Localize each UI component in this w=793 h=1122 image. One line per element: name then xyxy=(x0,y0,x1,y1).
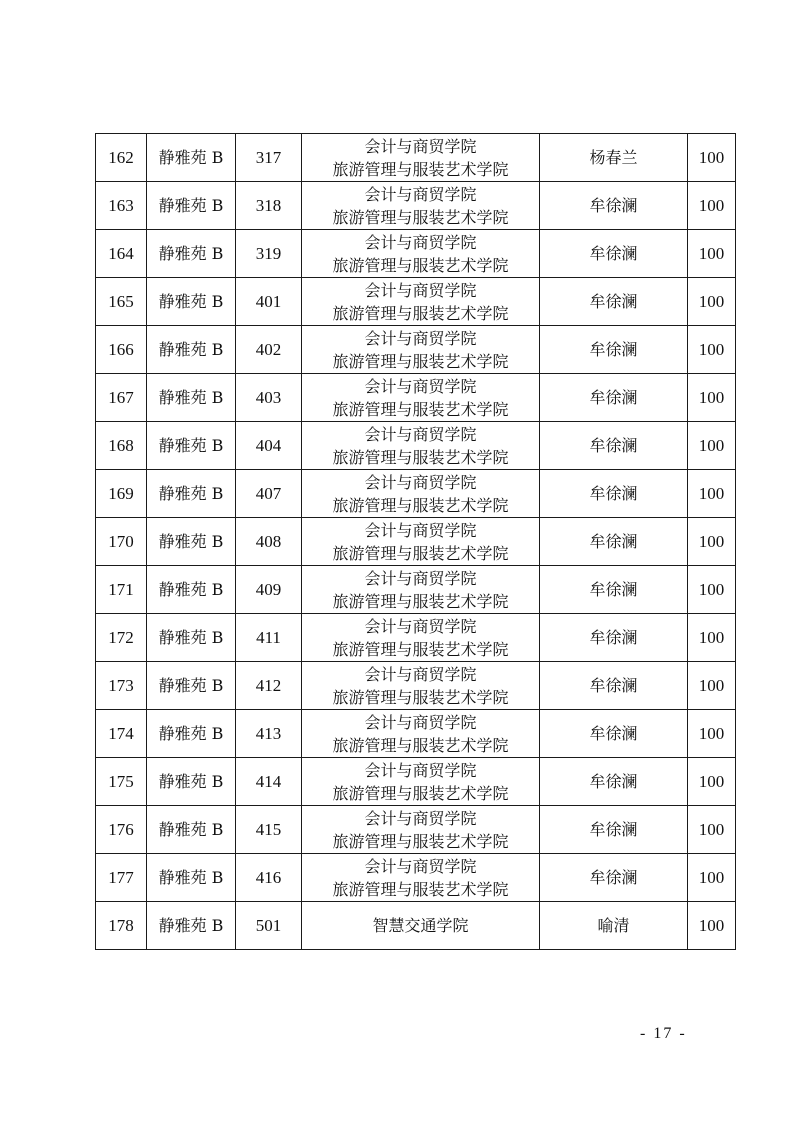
cell-college xyxy=(302,230,540,278)
college-name: 会计与商贸学院 xyxy=(364,568,477,588)
cell-building: 静雅苑 B xyxy=(147,134,236,182)
college-name: 旅游管理与服装艺术学院 xyxy=(332,687,509,707)
table-row xyxy=(96,806,736,854)
cell-person: 牟徐澜 xyxy=(540,614,688,662)
college-name: 旅游管理与服装艺术学院 xyxy=(332,207,509,227)
cell-number: 163 xyxy=(96,182,147,230)
cell-score: 100 xyxy=(688,662,736,710)
college-name: 会计与商贸学院 xyxy=(364,280,477,300)
college-name: 会计与商贸学院 xyxy=(364,328,477,348)
table-row xyxy=(96,134,736,182)
table-row xyxy=(96,854,736,902)
cell-college xyxy=(302,710,540,758)
cell-score: 100 xyxy=(688,182,736,230)
college-name: 旅游管理与服装艺术学院 xyxy=(332,159,509,179)
cell-building: 静雅苑 B xyxy=(147,518,236,566)
college-name: 智慧交通学院 xyxy=(372,916,469,935)
college-name: 会计与商贸学院 xyxy=(364,376,477,396)
cell-number: 165 xyxy=(96,278,147,326)
college-name: 会计与商贸学院 xyxy=(364,472,477,492)
cell-number: 169 xyxy=(96,470,147,518)
cell-room: 412 xyxy=(236,662,302,710)
cell-score: 100 xyxy=(688,758,736,806)
cell-building: 静雅苑 B xyxy=(147,230,236,278)
college-name: 旅游管理与服装艺术学院 xyxy=(332,639,509,659)
cell-number: 176 xyxy=(96,806,147,854)
cell-college xyxy=(302,758,540,806)
cell-number: 174 xyxy=(96,710,147,758)
cell-person: 牟徐澜 xyxy=(540,470,688,518)
cell-person: 牟徐澜 xyxy=(540,806,688,854)
cell-college xyxy=(302,278,540,326)
cell-number: 172 xyxy=(96,614,147,662)
cell-building: 静雅苑 B xyxy=(147,470,236,518)
table-row xyxy=(96,710,736,758)
table-body xyxy=(96,134,736,950)
cell-building: 静雅苑 B xyxy=(147,182,236,230)
college-name: 会计与商贸学院 xyxy=(364,520,477,540)
table-row xyxy=(96,470,736,518)
cell-person: 牟徐澜 xyxy=(540,326,688,374)
table-row xyxy=(96,518,736,566)
cell-person: 牟徐澜 xyxy=(540,518,688,566)
college-name: 旅游管理与服装艺术学院 xyxy=(332,399,509,419)
college-name: 旅游管理与服装艺术学院 xyxy=(332,591,509,611)
cell-number: 171 xyxy=(96,566,147,614)
cell-person: 杨春兰 xyxy=(540,134,688,182)
cell-score: 100 xyxy=(688,854,736,902)
cell-room: 416 xyxy=(236,854,302,902)
cell-building: 静雅苑 B xyxy=(147,710,236,758)
college-name: 旅游管理与服装艺术学院 xyxy=(332,735,509,755)
cell-number: 168 xyxy=(96,422,147,470)
cell-person: 牟徐澜 xyxy=(540,758,688,806)
cell-room: 408 xyxy=(236,518,302,566)
cell-building: 静雅苑 B xyxy=(147,758,236,806)
cell-person: 牟徐澜 xyxy=(540,230,688,278)
cell-room: 409 xyxy=(236,566,302,614)
cell-college xyxy=(302,662,540,710)
college-name: 旅游管理与服装艺术学院 xyxy=(332,351,509,371)
cell-score: 100 xyxy=(688,518,736,566)
cell-building: 静雅苑 B xyxy=(147,374,236,422)
cell-person: 牟徐澜 xyxy=(540,422,688,470)
cell-room: 415 xyxy=(236,806,302,854)
dormitory-inspection-table xyxy=(95,133,736,950)
cell-person: 喻清 xyxy=(540,902,688,950)
table-row xyxy=(96,230,736,278)
cell-number: 170 xyxy=(96,518,147,566)
cell-score: 100 xyxy=(688,806,736,854)
cell-number: 162 xyxy=(96,134,147,182)
cell-building: 静雅苑 B xyxy=(147,902,236,950)
college-name: 旅游管理与服装艺术学院 xyxy=(332,879,509,899)
cell-score: 100 xyxy=(688,710,736,758)
cell-room: 411 xyxy=(236,614,302,662)
cell-person: 牟徐澜 xyxy=(540,662,688,710)
cell-college xyxy=(302,854,540,902)
cell-score: 100 xyxy=(688,566,736,614)
college-name: 会计与商贸学院 xyxy=(364,760,477,780)
cell-college xyxy=(302,614,540,662)
cell-score: 100 xyxy=(688,134,736,182)
cell-room: 404 xyxy=(236,422,302,470)
table-row xyxy=(96,902,736,950)
cell-building: 静雅苑 B xyxy=(147,422,236,470)
college-name: 旅游管理与服装艺术学院 xyxy=(332,783,509,803)
table-row xyxy=(96,422,736,470)
cell-score: 100 xyxy=(688,470,736,518)
cell-room: 319 xyxy=(236,230,302,278)
cell-college xyxy=(302,902,540,950)
cell-room: 317 xyxy=(236,134,302,182)
cell-room: 403 xyxy=(236,374,302,422)
cell-building: 静雅苑 B xyxy=(147,566,236,614)
cell-score: 100 xyxy=(688,614,736,662)
cell-person: 牟徐澜 xyxy=(540,854,688,902)
cell-score: 100 xyxy=(688,230,736,278)
table-row xyxy=(96,662,736,710)
table-row xyxy=(96,614,736,662)
cell-college xyxy=(302,470,540,518)
cell-college xyxy=(302,518,540,566)
college-name: 会计与商贸学院 xyxy=(364,856,477,876)
college-name: 会计与商贸学院 xyxy=(364,664,477,684)
cell-number: 167 xyxy=(96,374,147,422)
cell-number: 166 xyxy=(96,326,147,374)
cell-building: 静雅苑 B xyxy=(147,614,236,662)
table-row xyxy=(96,182,736,230)
cell-number: 175 xyxy=(96,758,147,806)
page-number: - 17 - xyxy=(640,1025,687,1042)
cell-room: 501 xyxy=(236,902,302,950)
cell-college xyxy=(302,374,540,422)
cell-room: 407 xyxy=(236,470,302,518)
college-name: 旅游管理与服装艺术学院 xyxy=(332,447,509,467)
cell-college xyxy=(302,326,540,374)
college-name: 会计与商贸学院 xyxy=(364,616,477,636)
cell-room: 413 xyxy=(236,710,302,758)
college-name: 会计与商贸学院 xyxy=(364,424,477,444)
cell-college xyxy=(302,566,540,614)
cell-room: 414 xyxy=(236,758,302,806)
cell-number: 178 xyxy=(96,902,147,950)
table-row xyxy=(96,326,736,374)
cell-score: 100 xyxy=(688,374,736,422)
college-name: 旅游管理与服装艺术学院 xyxy=(332,303,509,323)
table-row xyxy=(96,374,736,422)
cell-score: 100 xyxy=(688,902,736,950)
cell-score: 100 xyxy=(688,422,736,470)
cell-room: 318 xyxy=(236,182,302,230)
table-row xyxy=(96,278,736,326)
table-row xyxy=(96,758,736,806)
cell-person: 牟徐澜 xyxy=(540,566,688,614)
cell-college xyxy=(302,182,540,230)
college-name: 会计与商贸学院 xyxy=(364,808,477,828)
cell-number: 164 xyxy=(96,230,147,278)
cell-person: 牟徐澜 xyxy=(540,278,688,326)
cell-room: 402 xyxy=(236,326,302,374)
cell-person: 牟徐澜 xyxy=(540,182,688,230)
table-row xyxy=(96,566,736,614)
college-name: 旅游管理与服装艺术学院 xyxy=(332,495,509,515)
cell-building: 静雅苑 B xyxy=(147,326,236,374)
cell-person: 牟徐澜 xyxy=(540,374,688,422)
college-name: 会计与商贸学院 xyxy=(364,136,477,156)
cell-college xyxy=(302,134,540,182)
cell-number: 177 xyxy=(96,854,147,902)
college-name: 旅游管理与服装艺术学院 xyxy=(332,831,509,851)
cell-college xyxy=(302,422,540,470)
cell-college xyxy=(302,806,540,854)
cell-score: 100 xyxy=(688,326,736,374)
cell-room: 401 xyxy=(236,278,302,326)
cell-building: 静雅苑 B xyxy=(147,854,236,902)
college-name: 旅游管理与服装艺术学院 xyxy=(332,543,509,563)
cell-number: 173 xyxy=(96,662,147,710)
cell-score: 100 xyxy=(688,278,736,326)
college-name: 会计与商贸学院 xyxy=(364,232,477,252)
cell-building: 静雅苑 B xyxy=(147,806,236,854)
college-name: 旅游管理与服装艺术学院 xyxy=(332,255,509,275)
cell-building: 静雅苑 B xyxy=(147,662,236,710)
cell-building: 静雅苑 B xyxy=(147,278,236,326)
college-name: 会计与商贸学院 xyxy=(364,184,477,204)
college-name: 会计与商贸学院 xyxy=(364,712,477,732)
cell-person: 牟徐澜 xyxy=(540,710,688,758)
